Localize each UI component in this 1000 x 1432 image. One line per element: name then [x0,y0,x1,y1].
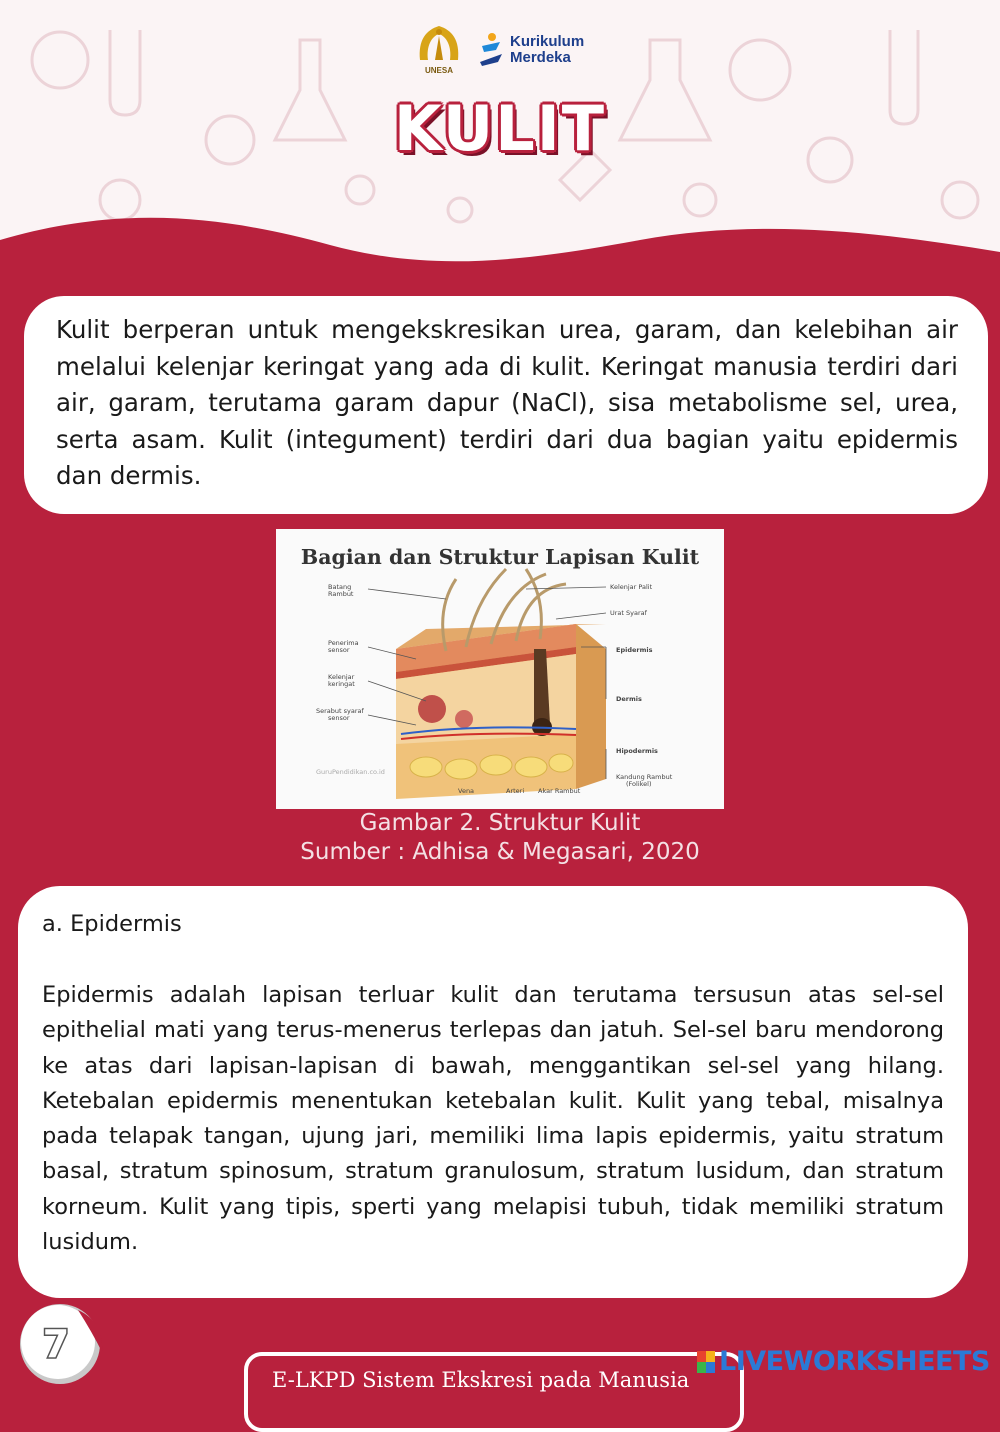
svg-text:sensor: sensor [328,646,350,654]
svg-text:Penerima: Penerima [328,639,359,647]
skin-structure-figure [276,529,724,809]
svg-text:Serabut syaraf: Serabut syaraf [316,707,364,715]
figure-title: Bagian dan Struktur Lapisan Kulit [300,545,700,569]
caption-line2: Sumber : Adhisa & Megasari, 2020 [300,839,700,865]
svg-text:Arteri: Arteri [506,787,525,795]
section-heading: a. Epidermis [42,911,182,937]
epidermis-card [18,886,968,1298]
caption-line1: Gambar 2. Struktur Kulit [359,810,641,836]
liveworksheets-logo [697,1346,990,1377]
liveworksheets-icon [697,1351,715,1373]
liveworksheets-brand: LIVEWORKSHEETS [719,1346,990,1377]
kurikulum-merdeka-icon [478,32,504,68]
section-text: Epidermis adalah lapisan terluar kulit dan terutama tersusun atas sel-sel epithelial mati yang terus-menerus terlepas dan jatuh. Sel-sel baru mendorong ke atas dari lapisan-lapisan di bawah, menggantikan sel-sel yang hilang. Ketebalan epidermis menentukan ketebalan kulit. Kulit yang tebal, misalnya pada telapak tangan, ujung jari, memiliki lima lapis epidermis, yaitu stratum basal, stratum spinosum, stratum granulosum, stratum lusidum, dan stratum korneum. Kulit yang tipis, sperti yang melapisi tubuh, tidak memiliki stratum lusidum. [42,982,944,1256]
svg-text:Epidermis: Epidermis [616,646,653,654]
svg-text:Rambut: Rambut [328,590,354,598]
footer-text: E-LKPD Sistem Ekskresi pada Manusia [272,1368,690,1392]
unesa-emblem-icon [408,22,470,66]
svg-text:Hipodermis: Hipodermis [616,747,658,755]
header-logos [408,22,584,78]
svg-text:sensor: sensor [328,714,350,722]
unesa-logo [408,22,470,78]
skin-diagram [276,529,724,809]
svg-text:GuruPendidikan.co.id: GuruPendidikan.co.id [316,768,385,776]
svg-text:Kandung Rambut: Kandung Rambut [616,773,673,781]
kurikulum-merdeka-logo [478,32,584,68]
merdeka-label: Merdeka [510,49,571,66]
footer-box [244,1352,744,1432]
kurikulum-label: Kurikulum [510,33,585,50]
page-title: KULIT [393,92,607,165]
svg-text:keringat: keringat [328,680,355,688]
svg-text:Urat Syaraf: Urat Syaraf [610,609,647,617]
svg-text:Kelenjar: Kelenjar [328,673,355,681]
unesa-label: UNESA [424,66,453,75]
svg-text:Dermis: Dermis [616,695,642,703]
page-number: 7 [42,1322,70,1366]
page-number-badge [18,1298,108,1388]
svg-text:Akar Rambut: Akar Rambut [538,787,581,795]
intro-card [24,296,988,514]
svg-text:Vena: Vena [458,787,475,795]
label-batang-rambut: Batang [328,583,352,591]
figure-caption [0,809,1000,867]
svg-text:Kelenjar Palit: Kelenjar Palit [610,583,653,591]
intro-text: Kulit berperan untuk mengekskresikan urea, garam, dan kelebihan air melalui kelenjar keringat yang ada di kulit. Keringat manusia terdiri dari air, garam, terutama garam dapur (NaCl), sisa metabolisme sel, urea, serta asam. Kulit (integument) terdiri dari dua bagian yaitu epidermis dan dermis. [56,315,958,490]
svg-text:(Folikel): (Folikel) [626,780,652,788]
